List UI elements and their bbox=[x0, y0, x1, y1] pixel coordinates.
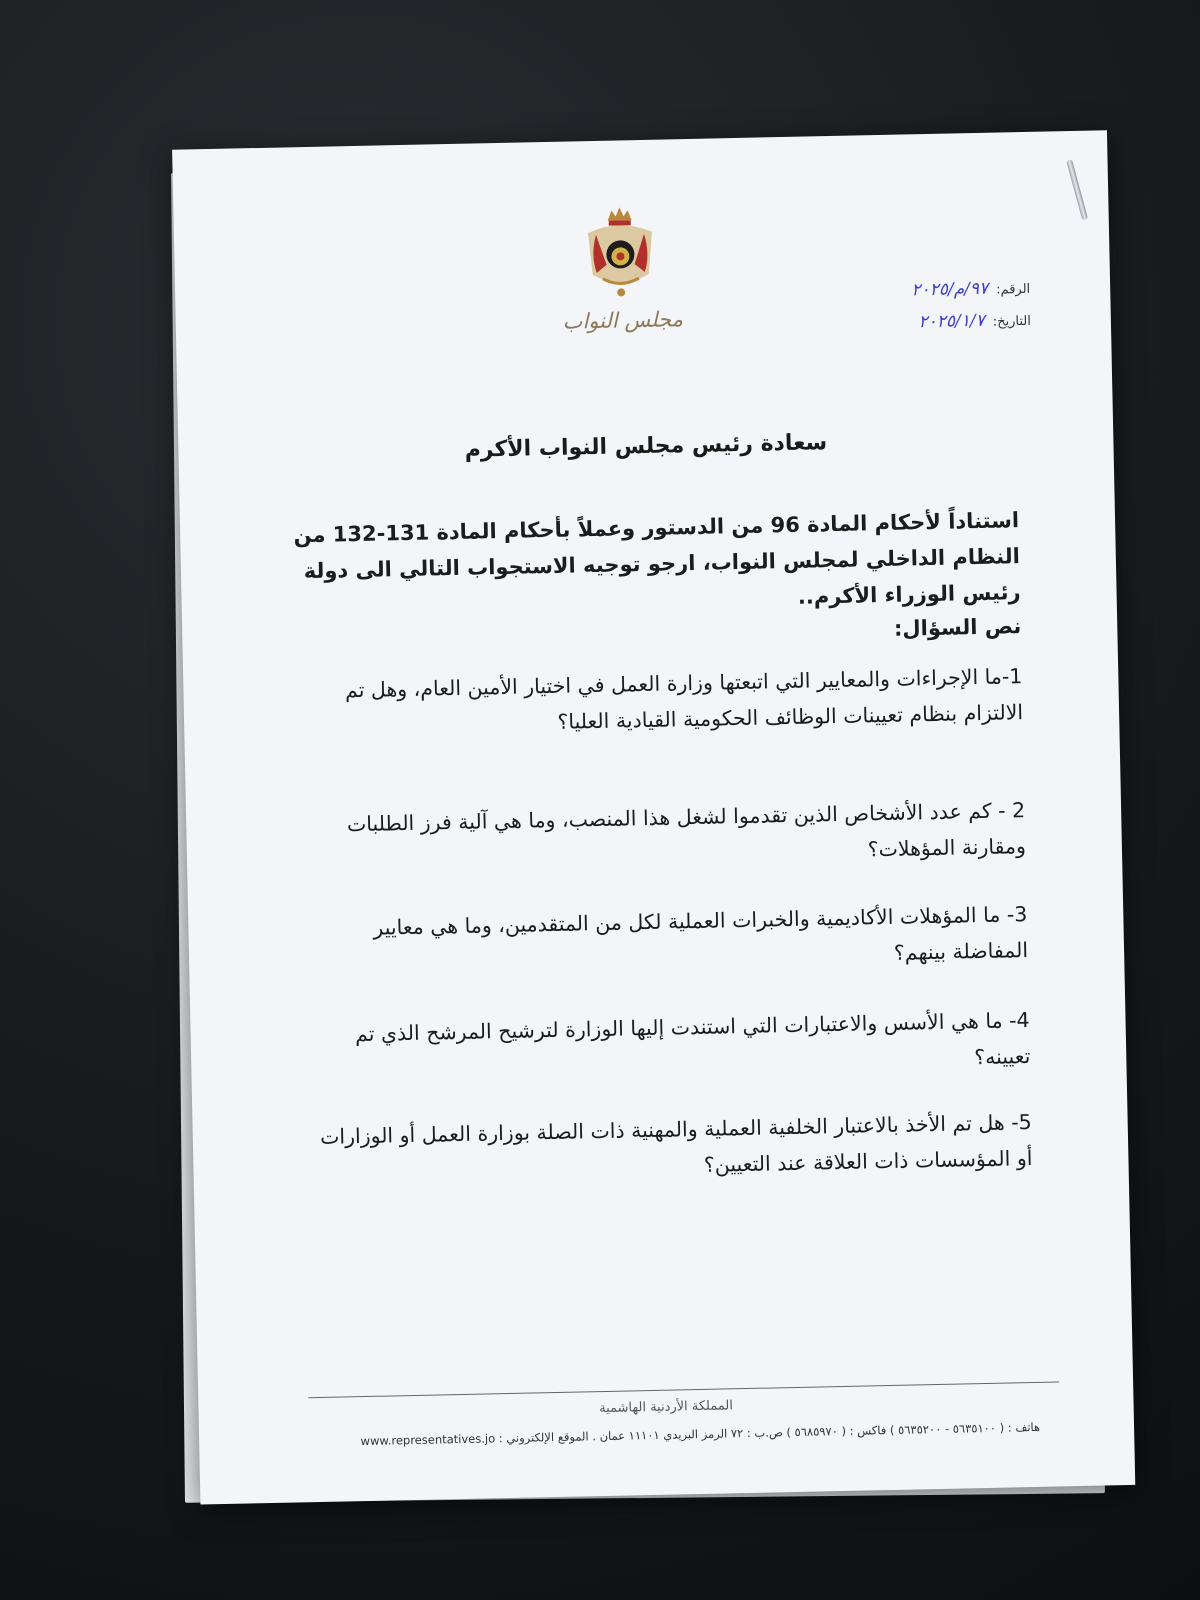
ref-number-label: الرقم: bbox=[996, 281, 1031, 298]
question-2: 2 - كم عدد الأشخاص الذين تقدموا لشغل هذا المنصب، وما هي آلية فرز الطلبات ومقارنة المؤهلات؟ bbox=[346, 798, 1027, 862]
date-value: ٢٠٢٥/١/٧ bbox=[918, 310, 985, 333]
question-4: 4- ما هي الأسس والاعتبارات التي استندت إليها الوزارة لترشيح المرشح الذي تم تعيينه؟ bbox=[354, 1008, 1031, 1070]
letter-sheet bbox=[172, 130, 1135, 1504]
intro-paragraph: استناداً لأحكام المادة 96 من الدستور وعملاً بأحكام المادة 131-132 من النظام الداخلي لمجلس النواب، ارجو توجيه الاستجواب التالي الى دولة رئيس الوزراء الأكرم.. bbox=[293, 508, 1021, 609]
ref-number-value: ٩٧/م/٢٠٢٥ bbox=[911, 278, 989, 301]
questions-heading: نص السؤال: bbox=[893, 614, 1022, 641]
coat-of-arms-icon bbox=[581, 204, 659, 301]
question-5: 5- هل تم الأخذ بالاعتبار الخلفية العملية والمهنية ذات الصلة بوزارة العمل أو الوزارات أو المؤسسات ذات العلاقة عند التعيين؟ bbox=[319, 1110, 1033, 1177]
staple-icon bbox=[1066, 159, 1088, 220]
council-logo: مجلس النواب bbox=[562, 307, 684, 334]
ref-number-row bbox=[810, 278, 1031, 315]
question-1: 1-ما الإجراءات والمعايير التي اتبعتها وزارة العمل في اختيار الأمين العام، وهل تم الالتزام بنظام تعيينات الوظائف الحكومية القيادية العليا؟ bbox=[344, 664, 1024, 734]
date-row bbox=[811, 310, 1032, 347]
letter-body bbox=[292, 502, 1034, 1239]
reference-block bbox=[810, 278, 1031, 347]
footer-contact: هاتف : ( ٥٦٣٥١٠٠ - ٥٦٣٥٢٠٠ ) فاكس : ( ٥٦٨٥٩٧٠ ) ص.ب : ٧٢ الرمز البريدي ١١١٠١ عمان . الموقع الإلكتروني : www.representatives.jo bbox=[360, 1419, 1041, 1449]
question-3: 3- ما المؤهلات الأكاديمية والخبرات العملية لكل من المتقدمين، وما هي معايير المفاضلة بينهم؟ bbox=[373, 902, 1029, 965]
footer-kingdom: المملكة الأردنية الهاشمية bbox=[599, 1398, 734, 1417]
date-label: التاريخ: bbox=[992, 313, 1032, 330]
salutation: سعادة رئيس مجلس النواب الأكرم bbox=[464, 430, 828, 463]
